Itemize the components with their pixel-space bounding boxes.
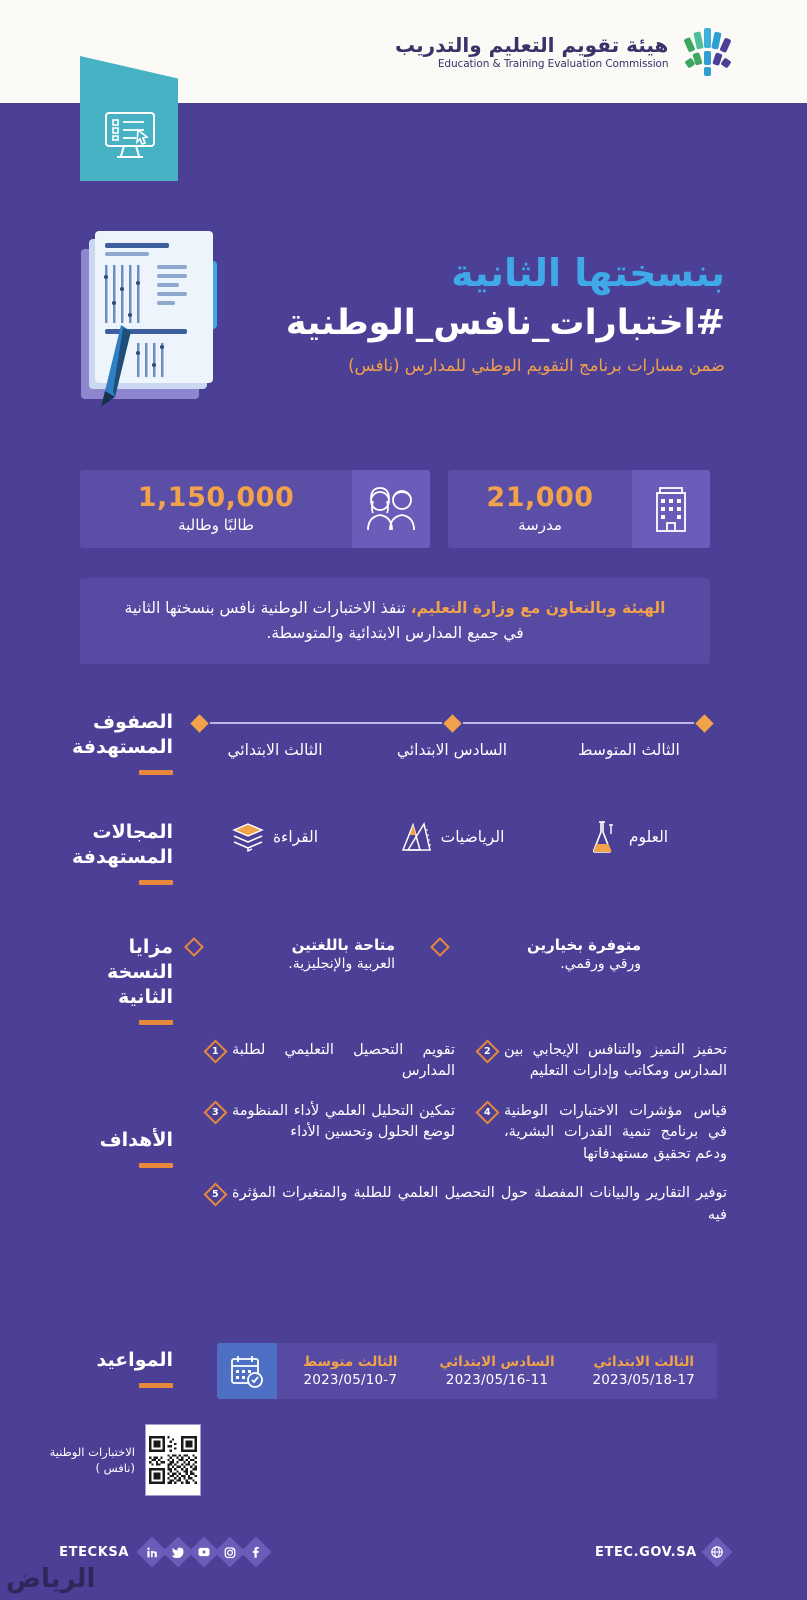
grade-marker-diamond: [190, 714, 208, 732]
qr-block: [50, 1424, 201, 1496]
goals-row-2: [187, 1101, 727, 1183]
goal-number: 4: [484, 1106, 491, 1118]
school-building-icon: [649, 485, 693, 533]
stat-students-text: [80, 470, 352, 548]
subject-science: [541, 820, 717, 854]
rulers-triangle-icon: [400, 821, 432, 853]
books-stack-icon: [232, 822, 264, 852]
monitor-checklist-icon: [102, 110, 158, 162]
qr-caption-line-2: (نافس ): [95, 1461, 135, 1475]
section-rule-dates: [139, 1383, 173, 1388]
goal-number: 5: [212, 1189, 219, 1201]
feature-diamond-icon: [184, 937, 204, 957]
section-title-subjects: المجالات المستهدفة: [72, 821, 173, 869]
qr-caption-line-1: الاختبارات الوطنية: [49, 1444, 135, 1459]
feature-languages-sub: العربية والإنجليزية.: [288, 956, 395, 973]
feature-formats: [433, 935, 641, 974]
goal-number-badge: [203, 1039, 227, 1063]
goal-item-1: [207, 1040, 455, 1083]
grade-label-third-primary: الثالث الابتدائي: [227, 741, 323, 759]
section-header-goals: [73, 1128, 173, 1168]
goal-number: 2: [484, 1046, 491, 1057]
date-range-value: 2023/05/10-7: [303, 1372, 398, 1388]
grades-labels: [187, 741, 717, 759]
subject-label-reading: القراءة: [272, 828, 319, 846]
section-header-dates: [73, 1348, 173, 1388]
logo-title-english: Education & Training Evaluation Commission: [437, 58, 669, 70]
grades-timeline: [187, 713, 717, 733]
feature-languages-title: متاحة باللغتين: [291, 936, 395, 954]
goals-row-3: [187, 1183, 727, 1244]
stat-schools-number: 21,000: [486, 482, 594, 514]
goal-item-4: [479, 1101, 727, 1165]
goal-item-5: [207, 1183, 727, 1226]
grade-marker-diamond: [443, 714, 461, 732]
date-grade-label: الثالث الابتدائي: [593, 1354, 695, 1370]
description-line-1: [125, 596, 666, 621]
hero-hashtag-title: #اختبارات_نافس_الوطنية: [285, 303, 725, 344]
two-students-icon: [364, 486, 418, 532]
calendar-check-icon: [230, 1354, 264, 1388]
section-rule-grades: [139, 770, 173, 775]
description-highlight: الهيئة وبالتعاون مع وزارة التعليم،: [410, 598, 666, 617]
date-grade-label: السادس الابتدائي: [439, 1354, 555, 1370]
section-header-subjects: [73, 820, 173, 885]
feature-languages: [187, 935, 395, 974]
footer-social-group: [59, 1541, 267, 1563]
goal-item-3: [207, 1101, 455, 1165]
feature-formats-title: متوفرة بخيارين: [526, 936, 641, 954]
goal-number: 1: [212, 1046, 219, 1057]
date-range-value: 2023/05/16-11: [445, 1372, 549, 1388]
goals-row-1: [187, 1040, 727, 1101]
target-grades-section: [187, 713, 717, 759]
subject-reading: [187, 820, 363, 854]
section-rule-features: [139, 1020, 173, 1025]
etec-logo: [395, 26, 736, 78]
section-header-grades: [73, 710, 173, 775]
stat-schools-label: مدرسة: [518, 515, 562, 534]
grade-label-sixth-primary: السادس الابتدائي: [396, 741, 508, 759]
stat-students-icon-panel: [352, 470, 430, 548]
qr-code-icon: [149, 1435, 197, 1485]
dates-section: [217, 1343, 717, 1399]
goal-text: قياس مؤشرات الاختبارات الوطنية في برنامج تنمية القدرات البشرية، ودعم تحقيق مستهدفاتها: [504, 1102, 727, 1162]
goal-number-badge: [203, 1100, 227, 1124]
grade-connector-line: [210, 722, 442, 724]
hero-program-note: ضمن مسارات برنامج التقويم الوطني للمدارس (نافس): [348, 355, 725, 375]
feature-formats-text: [456, 935, 641, 974]
section-title-features: مزايا النسخة الثانية: [107, 936, 173, 1009]
hero-section: [0, 215, 807, 435]
stat-students-label: طالبًا وطالبة: [178, 515, 254, 534]
feature-diamond-icon: [430, 937, 450, 957]
hero-text: [245, 253, 725, 376]
website-url[interactable]: ETEC.GOV.SA: [595, 1544, 697, 1560]
subject-math: [364, 820, 540, 854]
qr-code-box[interactable]: [145, 1424, 201, 1496]
exam-papers-pencil-icon: [75, 225, 250, 410]
grade-label-third-middle: الثالث المتوسط: [578, 741, 680, 759]
description-card: [80, 578, 710, 664]
description-line-2: في جميع المدارس الابتدائية والمتوسطة.: [266, 624, 524, 642]
stat-schools-text: [448, 470, 632, 548]
subject-label-science: العلوم: [628, 828, 669, 846]
goal-item-2: [479, 1040, 727, 1083]
section-title-grades: الصفوف المستهدفة: [72, 711, 173, 759]
flask-beaker-icon: [590, 820, 620, 854]
goal-number: 3: [212, 1106, 219, 1118]
date-grade-label: الثالث متوسط: [303, 1354, 398, 1370]
goal-text: تحفيز التميز والتنافس الإيجابي بين المدارس ومكاتب وإدارات التعليم: [504, 1042, 727, 1080]
stat-schools-icon-panel: [632, 470, 710, 548]
feature-languages-text: [210, 935, 395, 974]
stat-students-number: 1,150,000: [137, 482, 295, 514]
grade-connector-line: [463, 722, 695, 724]
goal-number-badge: [475, 1100, 499, 1124]
goal-text: تقويم التحصيل التعليمي لطلبة المدارس: [232, 1042, 455, 1080]
watermark-alriyadh: الرياض: [6, 1564, 96, 1594]
social-handle: ETECKSA: [59, 1544, 129, 1560]
section-title-dates: المواعيد: [96, 1349, 173, 1371]
goal-number-badge: [475, 1039, 499, 1063]
etec-logo-mark: [680, 26, 736, 78]
footer-website-group: [595, 1541, 728, 1563]
description-rest: تنفذ الاختبارات الوطنية نافس بنسختها الثانية: [124, 598, 411, 617]
globe-icon[interactable]: [701, 1536, 732, 1567]
goal-text: تمكين التحليل العلمي لأداء المنظومة لوضع الحلول وتحسين الأداء: [232, 1102, 455, 1141]
section-header-features: [73, 935, 173, 1025]
goal-text: توفير التقارير والبيانات المفصلة حول التحصيل العلمي للطلبة والمتغيرات المؤثرة فيه: [232, 1185, 727, 1223]
edition-features-section: [187, 935, 717, 974]
hero-subtitle-edition: بنسختها الثانية: [451, 251, 725, 295]
facebook-icon[interactable]: [240, 1536, 271, 1567]
logo-text: [395, 34, 668, 70]
subject-label-math: الرياضيات: [440, 828, 505, 846]
logo-title-arabic: هيئة تقويم التعليم والتدريب: [395, 33, 669, 57]
date-item-third-middle: [277, 1343, 424, 1399]
grade-marker-diamond: [695, 714, 713, 732]
date-range-value: 2023/05/18-17: [592, 1372, 695, 1388]
date-item-third-primary: [570, 1343, 717, 1399]
dates-icon-panel: [217, 1343, 277, 1399]
statistics-row: [80, 470, 710, 548]
feature-formats-sub: ورقي ورقمي.: [560, 956, 641, 973]
section-rule-goals: [139, 1163, 173, 1168]
stat-card-students: [80, 470, 430, 548]
qr-caption: [50, 1444, 135, 1476]
section-rule-subjects: [139, 880, 173, 885]
date-item-sixth-primary: [424, 1343, 571, 1399]
stat-card-schools: [448, 470, 710, 548]
section-title-goals: الأهداف: [99, 1129, 173, 1151]
target-subjects-section: [187, 820, 717, 854]
goal-number-badge: [203, 1183, 227, 1207]
goals-section: [187, 1040, 727, 1244]
